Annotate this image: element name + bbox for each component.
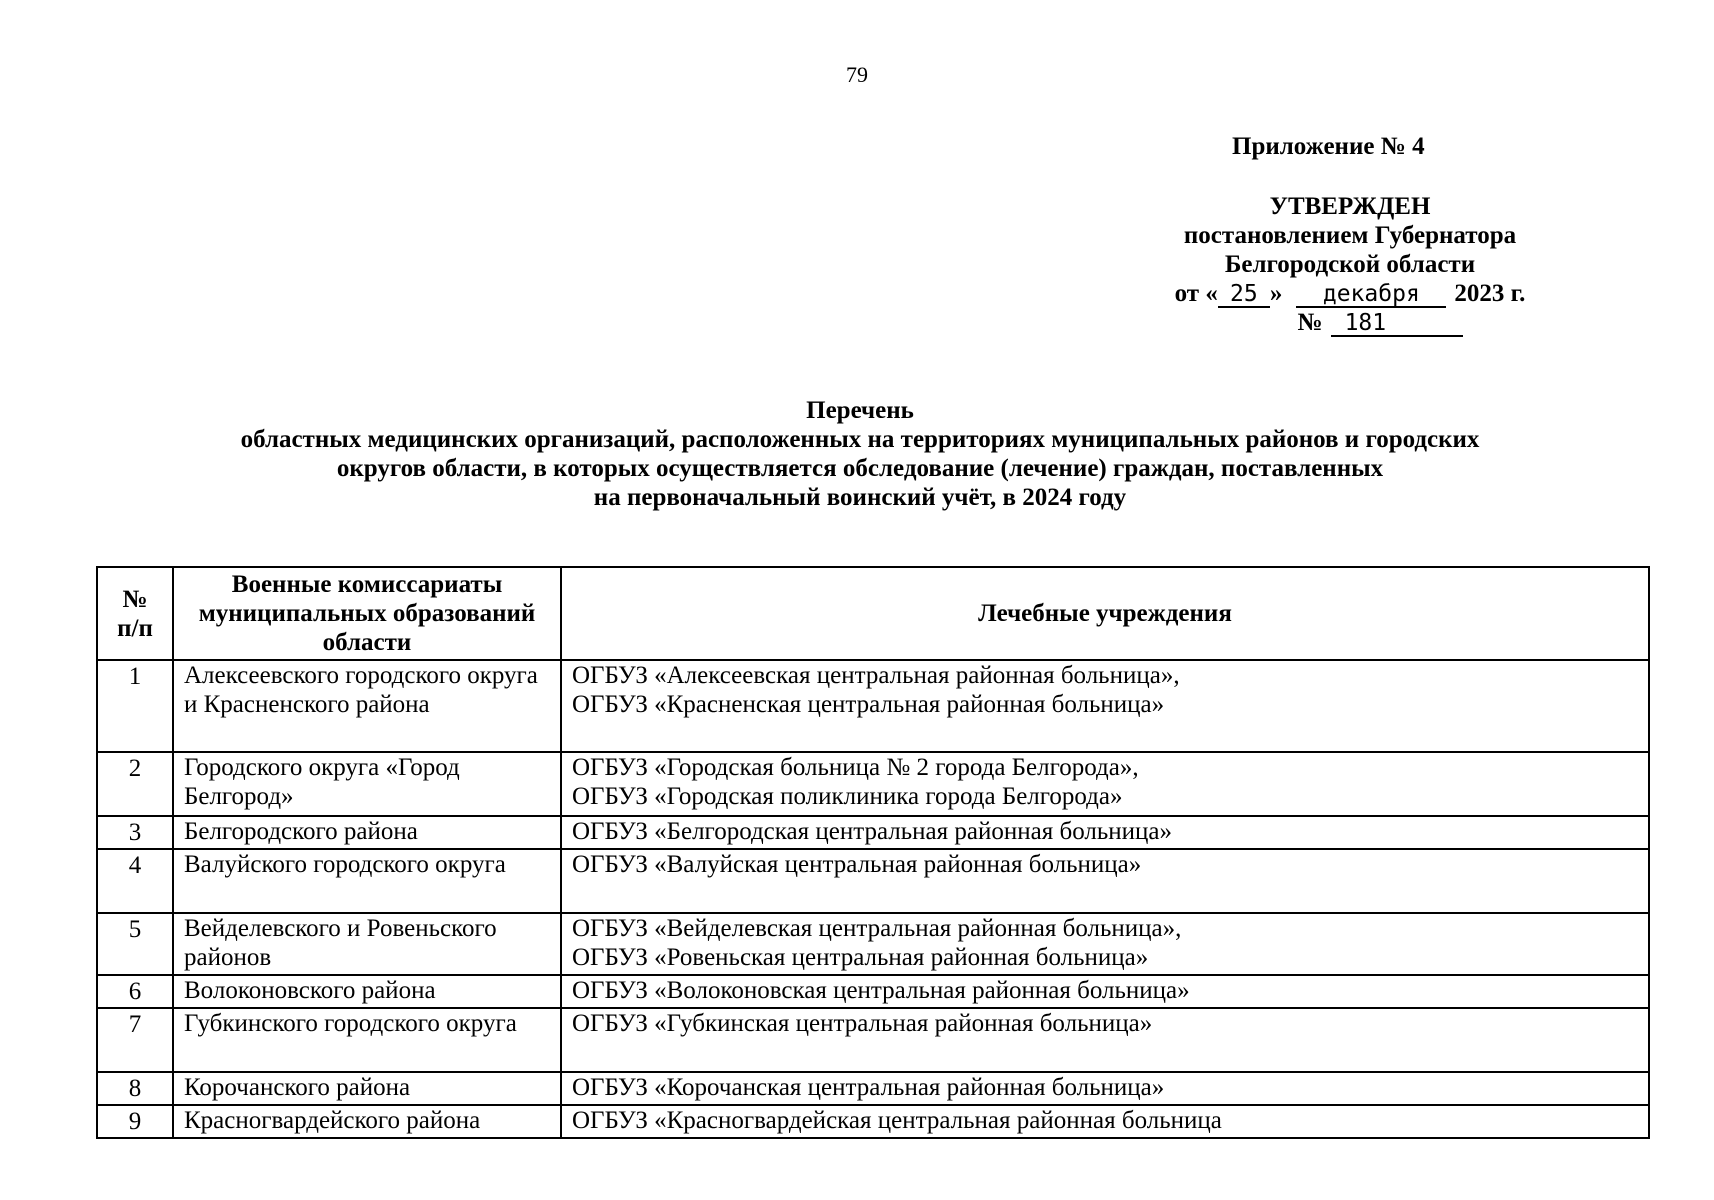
title-line-2: округов области, в которых осуществляется обследование (лечение) граждан, поставленных xyxy=(336,455,1384,482)
date-mid: » xyxy=(1269,280,1283,307)
institution-name: ОГБУЗ «Губкинская центральная районная больница» xyxy=(572,1010,1153,1037)
commissariat-cell: Алексеевского городского округа и Красненского района xyxy=(173,660,561,752)
date-prefix: от « xyxy=(1174,280,1218,307)
institution-name: ОГБУЗ «Валуйская центральная районная больница» xyxy=(572,851,1142,878)
institution-name: ОГБУЗ «Красногвардейская центральная районная больница xyxy=(572,1107,1222,1134)
institutions-cell xyxy=(561,660,1649,752)
commissariat-cell: Городского округа «Город Белгород» xyxy=(173,752,561,816)
institutions-cell xyxy=(561,1008,1649,1072)
table-row xyxy=(97,913,1649,975)
row-number: 1 xyxy=(97,660,173,752)
table-row xyxy=(97,660,1649,752)
institution-name: ОГБУЗ «Волоконовская центральная районная больница» xyxy=(572,977,1190,1004)
table-row xyxy=(97,1072,1649,1105)
table-header-row xyxy=(97,567,1649,660)
number-prefix: № xyxy=(1297,309,1323,336)
row-number: 5 xyxy=(97,913,173,975)
commissariat-cell: Корочанского района xyxy=(173,1072,561,1105)
institution-name: ОГБУЗ «Ровеньская центральная районная больница» xyxy=(572,944,1149,971)
approval-block xyxy=(1130,192,1570,337)
title-line-1: областных медицинских организаций, расположенных на территориях муниципальных районов и городских xyxy=(240,426,1480,453)
approval-line-2: Белгородской области xyxy=(1224,251,1476,278)
approval-date xyxy=(1130,279,1570,308)
number-value: 181 xyxy=(1331,311,1463,337)
document-title xyxy=(130,396,1590,512)
table-row xyxy=(97,1008,1649,1072)
institution-name: ОГБУЗ «Корочанская центральная районная больница» xyxy=(572,1074,1165,1101)
institution-name: ОГБУЗ «Вейделевская центральная районная больница», xyxy=(572,915,1182,942)
institution-name: ОГБУЗ «Красненская центральная районная больница» xyxy=(572,691,1165,718)
institution-name: ОГБУЗ «Алексеевская центральная районная больница», xyxy=(572,662,1180,689)
commissariat-cell: Губкинского городского округа xyxy=(173,1008,561,1072)
header-num: № п/п xyxy=(97,567,173,660)
institutions-cell xyxy=(561,975,1649,1008)
commissariat-cell: Волоконовского района xyxy=(173,975,561,1008)
institutions-cell xyxy=(561,752,1649,816)
commissariat-cell: Красногвардейского района xyxy=(173,1105,561,1138)
row-number: 4 xyxy=(97,849,173,913)
row-number: 3 xyxy=(97,816,173,849)
row-number: 6 xyxy=(97,975,173,1008)
institution-name: ОГБУЗ «Городская поликлиника города Белгорода» xyxy=(572,783,1123,810)
header-commissariat: Военные комиссариаты муниципальных образований области xyxy=(173,567,561,660)
approval-title: УТВЕРЖДЕН xyxy=(1269,193,1431,220)
header-institutions: Лечебные учреждения xyxy=(561,567,1649,660)
row-number: 2 xyxy=(97,752,173,816)
title-heading: Перечень xyxy=(806,397,914,424)
institution-name: ОГБУЗ «Городская больница № 2 города Белгорода», xyxy=(572,754,1139,781)
appendix-label: Приложение № 4 xyxy=(1232,133,1425,160)
row-number: 9 xyxy=(97,1105,173,1138)
row-number: 8 xyxy=(97,1072,173,1105)
institutions-cell xyxy=(561,1105,1649,1138)
table-row xyxy=(97,849,1649,913)
approval-line-1: постановлением Губернатора xyxy=(1183,222,1517,249)
row-number: 7 xyxy=(97,1008,173,1072)
commissariat-cell: Валуйского городского округа xyxy=(173,849,561,913)
date-month: декабря xyxy=(1296,282,1446,308)
table-row xyxy=(97,1105,1649,1138)
institutions-cell xyxy=(561,913,1649,975)
table-row xyxy=(97,975,1649,1008)
page-number: 79 xyxy=(846,62,868,87)
date-day: 25 xyxy=(1218,282,1270,308)
institutions-cell xyxy=(561,849,1649,913)
commissariat-cell: Белгородского района xyxy=(173,816,561,849)
table-row xyxy=(97,752,1649,816)
institution-name: ОГБУЗ «Белгородская центральная районная больница» xyxy=(572,818,1172,845)
institutions-cell xyxy=(561,816,1649,849)
date-year: 2023 г. xyxy=(1454,280,1526,307)
commissariat-cell: Вейделевского и Ровеньского районов xyxy=(173,913,561,975)
approval-number xyxy=(1190,308,1570,337)
table-row xyxy=(97,816,1649,849)
institutions-cell xyxy=(561,1072,1649,1105)
title-line-3: на первоначальный воинский учёт, в 2024 году xyxy=(593,484,1127,511)
institutions-table xyxy=(96,566,1650,1139)
